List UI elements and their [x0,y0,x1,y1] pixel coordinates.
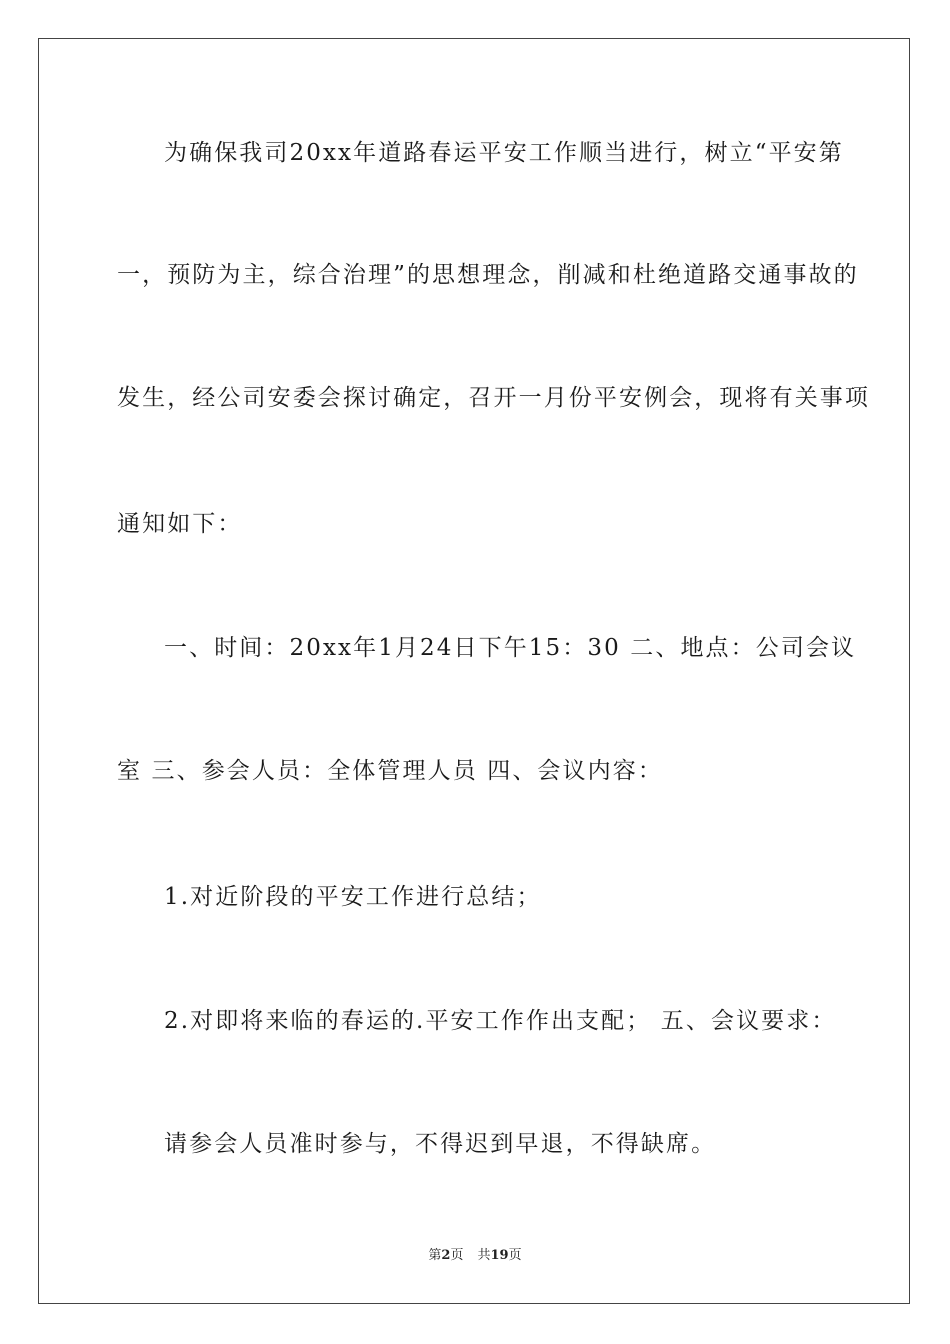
total-label-suffix: 页 [508,1248,522,1263]
paragraph-line: 通知如下： [117,511,243,537]
paragraph-line: 发生，经公司安委会探讨确定，召开一月份平安例会，现将有关事项 [117,385,870,411]
paragraph-line: 室 三、参会人员：全体管理人员 四、会议内容： [117,758,663,784]
page-number: 2 [441,1248,451,1263]
total-label-prefix: 共 [477,1248,491,1263]
paragraph-line: 一、时间：20xx年1月24日下午15：30 二、地点：公司会议 [164,635,857,661]
paragraph-line: 一，预防为主，综合治理”的思想理念，削减和杜绝道路交通事故的 [117,262,859,288]
list-item-line: 1.对近阶段的平安工作进行总结； [164,884,542,910]
paragraph-line: 请参会人员准时参与，不得迟到早退，不得缺席。 [164,1131,717,1157]
paragraph-line: 为确保我司20xx年道路春运平安工作顺当进行，树立“平安第 [164,140,844,166]
page-label-suffix: 页 [450,1248,464,1263]
total-pages: 19 [490,1248,509,1263]
page-footer [0,1247,950,1265]
list-item-line: 2.对即将来临的春运的.平安工作作出支配； 五、会议要求： [164,1008,837,1034]
page-label-prefix: 第 [428,1248,442,1263]
page-frame [38,38,910,1304]
